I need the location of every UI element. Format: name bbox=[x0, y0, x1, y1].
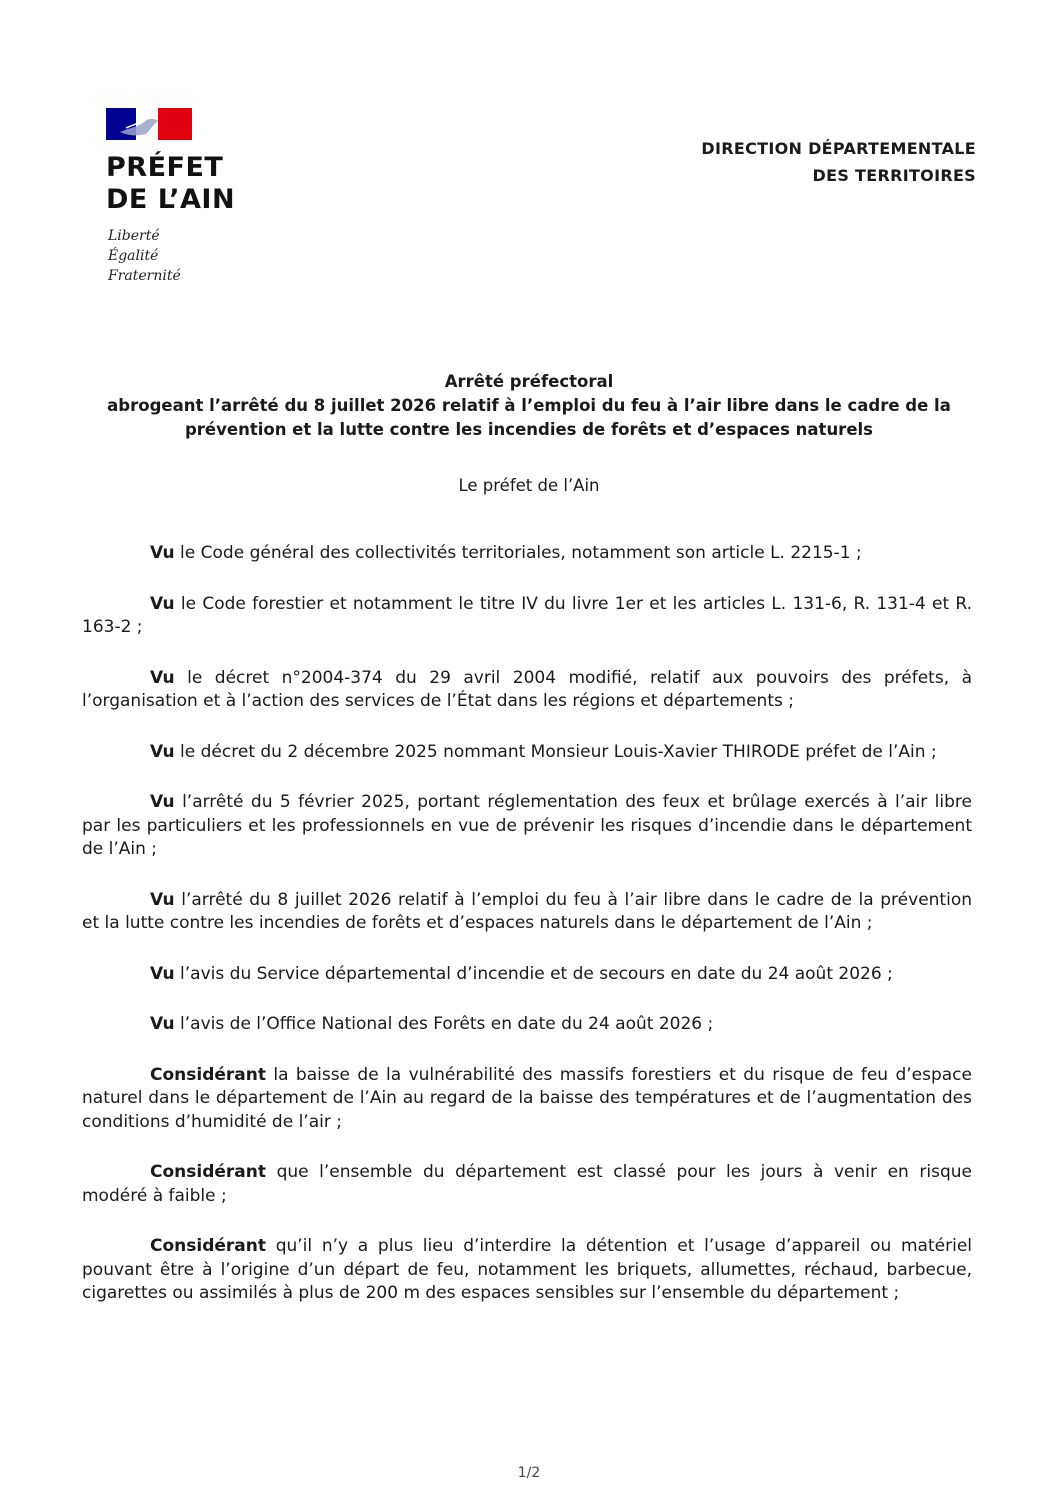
paragraph-lead: Vu bbox=[150, 889, 175, 910]
title-line1: Arrêté préfectoral bbox=[444, 372, 614, 391]
prefet-name-line1: PRÉFET bbox=[106, 152, 224, 183]
marianne-flag-icon bbox=[106, 108, 192, 140]
page-number: 1/2 bbox=[517, 1465, 541, 1481]
paragraph-considerant-risque bbox=[82, 1161, 972, 1208]
paragraph-vu-avis-onf bbox=[82, 1013, 972, 1037]
paragraph-vu-cgct bbox=[82, 542, 972, 566]
paragraph-vu-avis-sdis bbox=[82, 963, 972, 987]
title-line2: abrogeant l’arrêté du 8 juillet 2026 relatif à l’emploi du feu à l’air libre dans le cadre de la bbox=[107, 396, 951, 415]
document-body bbox=[82, 542, 972, 1333]
paragraph-vu-code-forestier bbox=[82, 593, 972, 640]
paragraph-lead: Vu bbox=[150, 667, 175, 688]
paragraph-lead: Vu bbox=[150, 543, 175, 563]
paragraph-lead: Vu bbox=[150, 741, 175, 762]
paragraph-text: l’avis du Service départemental d’incendie et de secours en date du 24 août 2026 ; bbox=[174, 963, 893, 984]
motto-egalite: Égalité bbox=[108, 248, 159, 264]
paragraph-lead: Considérant bbox=[150, 1064, 266, 1085]
paragraph-vu-arrete-2026 bbox=[82, 889, 972, 936]
document-title bbox=[70, 370, 988, 442]
prefet-line: Le préfet de l’Ain bbox=[458, 476, 600, 495]
direction-line2: DES TERRITOIRES bbox=[812, 166, 976, 185]
prefet-name bbox=[106, 152, 306, 216]
paragraph-text: la baisse de la vulnérabilité des massifs forestiers et du risque de feu d’espace naturel dans le département de l’Ain au regard de la baisse des températures et de l’augmentation des conditions d’humidité de l’air ; bbox=[82, 1064, 972, 1132]
title-line3: prévention et la lutte contre les incendies de forêts et d’espaces naturels bbox=[184, 420, 873, 439]
prefet-name-line2: DE L’AIN bbox=[106, 184, 236, 215]
republic-motto bbox=[108, 226, 181, 286]
paragraph-text: qu’il n’y a plus lieu d’interdire la détention et l’usage d’appareil ou matériel pouvant être à l’origine d’un départ de feu, notamment les briquets, allumettes, réchaud, barbecue, cigarettes ou assimilés à plus de 200 m des espaces sensibles sur l’ensemble du département ; bbox=[82, 1236, 972, 1303]
paragraph-considerant-interdiction bbox=[82, 1235, 972, 1306]
paragraph-lead: Considérant bbox=[150, 1236, 266, 1256]
paragraph-vu-arrete-2025 bbox=[82, 791, 972, 862]
paragraph-text: l’arrêté du 5 février 2025, portant réglementation des feux et brûlage exercés à l’air libre par les particuliers et les professionnels en vue de prévenir les risques d’incendie dans le département de l’Ain ; bbox=[82, 792, 972, 859]
paragraph-text: le décret n°2004-374 du 29 avril 2004 modifié, relatif aux pouvoirs des préfets, à l’organisation et à l’action des services de l’État dans les régions et départements ; bbox=[82, 667, 972, 711]
paragraph-lead: Vu bbox=[150, 792, 175, 812]
issuing-direction bbox=[701, 135, 976, 189]
paragraph-text: que l’ensemble du département est classé pour les jours à venir en risque modéré à faible ; bbox=[82, 1162, 972, 1206]
direction-line1: DIRECTION DÉPARTEMENTALE bbox=[701, 139, 976, 158]
paragraph-lead: Considérant bbox=[150, 1162, 266, 1182]
motto-liberte: Liberté bbox=[108, 228, 160, 244]
motto-fraternite: Fraternité bbox=[108, 268, 181, 284]
paragraph-considerant-vulnerabilite bbox=[82, 1064, 972, 1135]
paragraph-text: le Code forestier et notamment le titre IV du livre 1er et les articles L. 131-6, R. 131-4 et R. 163-2 ; bbox=[82, 593, 972, 637]
paragraph-lead: Vu bbox=[150, 963, 175, 984]
paragraph-text: le décret du 2 décembre 2025 nommant Monsieur Louis-Xavier THIRODE préfet de l’Ain ; bbox=[174, 741, 937, 762]
paragraph-text: l’avis de l’Office National des Forêts en date du 24 août 2026 ; bbox=[174, 1014, 714, 1034]
paragraph-vu-decret-2025 bbox=[82, 741, 972, 765]
paragraph-lead: Vu bbox=[150, 1014, 175, 1034]
paragraph-text: le Code général des collectivités territoriales, notamment son article L. 2215-1 ; bbox=[174, 543, 862, 563]
paragraph-vu-decret-2004 bbox=[82, 667, 972, 714]
paragraph-lead: Vu bbox=[150, 593, 175, 614]
paragraph-text: l’arrêté du 8 juillet 2026 relatif à l’emploi du feu à l’air libre dans le cadre de la prévention et la lutte contre les incendies de forêts et d’espaces naturels dans le département de l’Ain ; bbox=[82, 889, 972, 933]
